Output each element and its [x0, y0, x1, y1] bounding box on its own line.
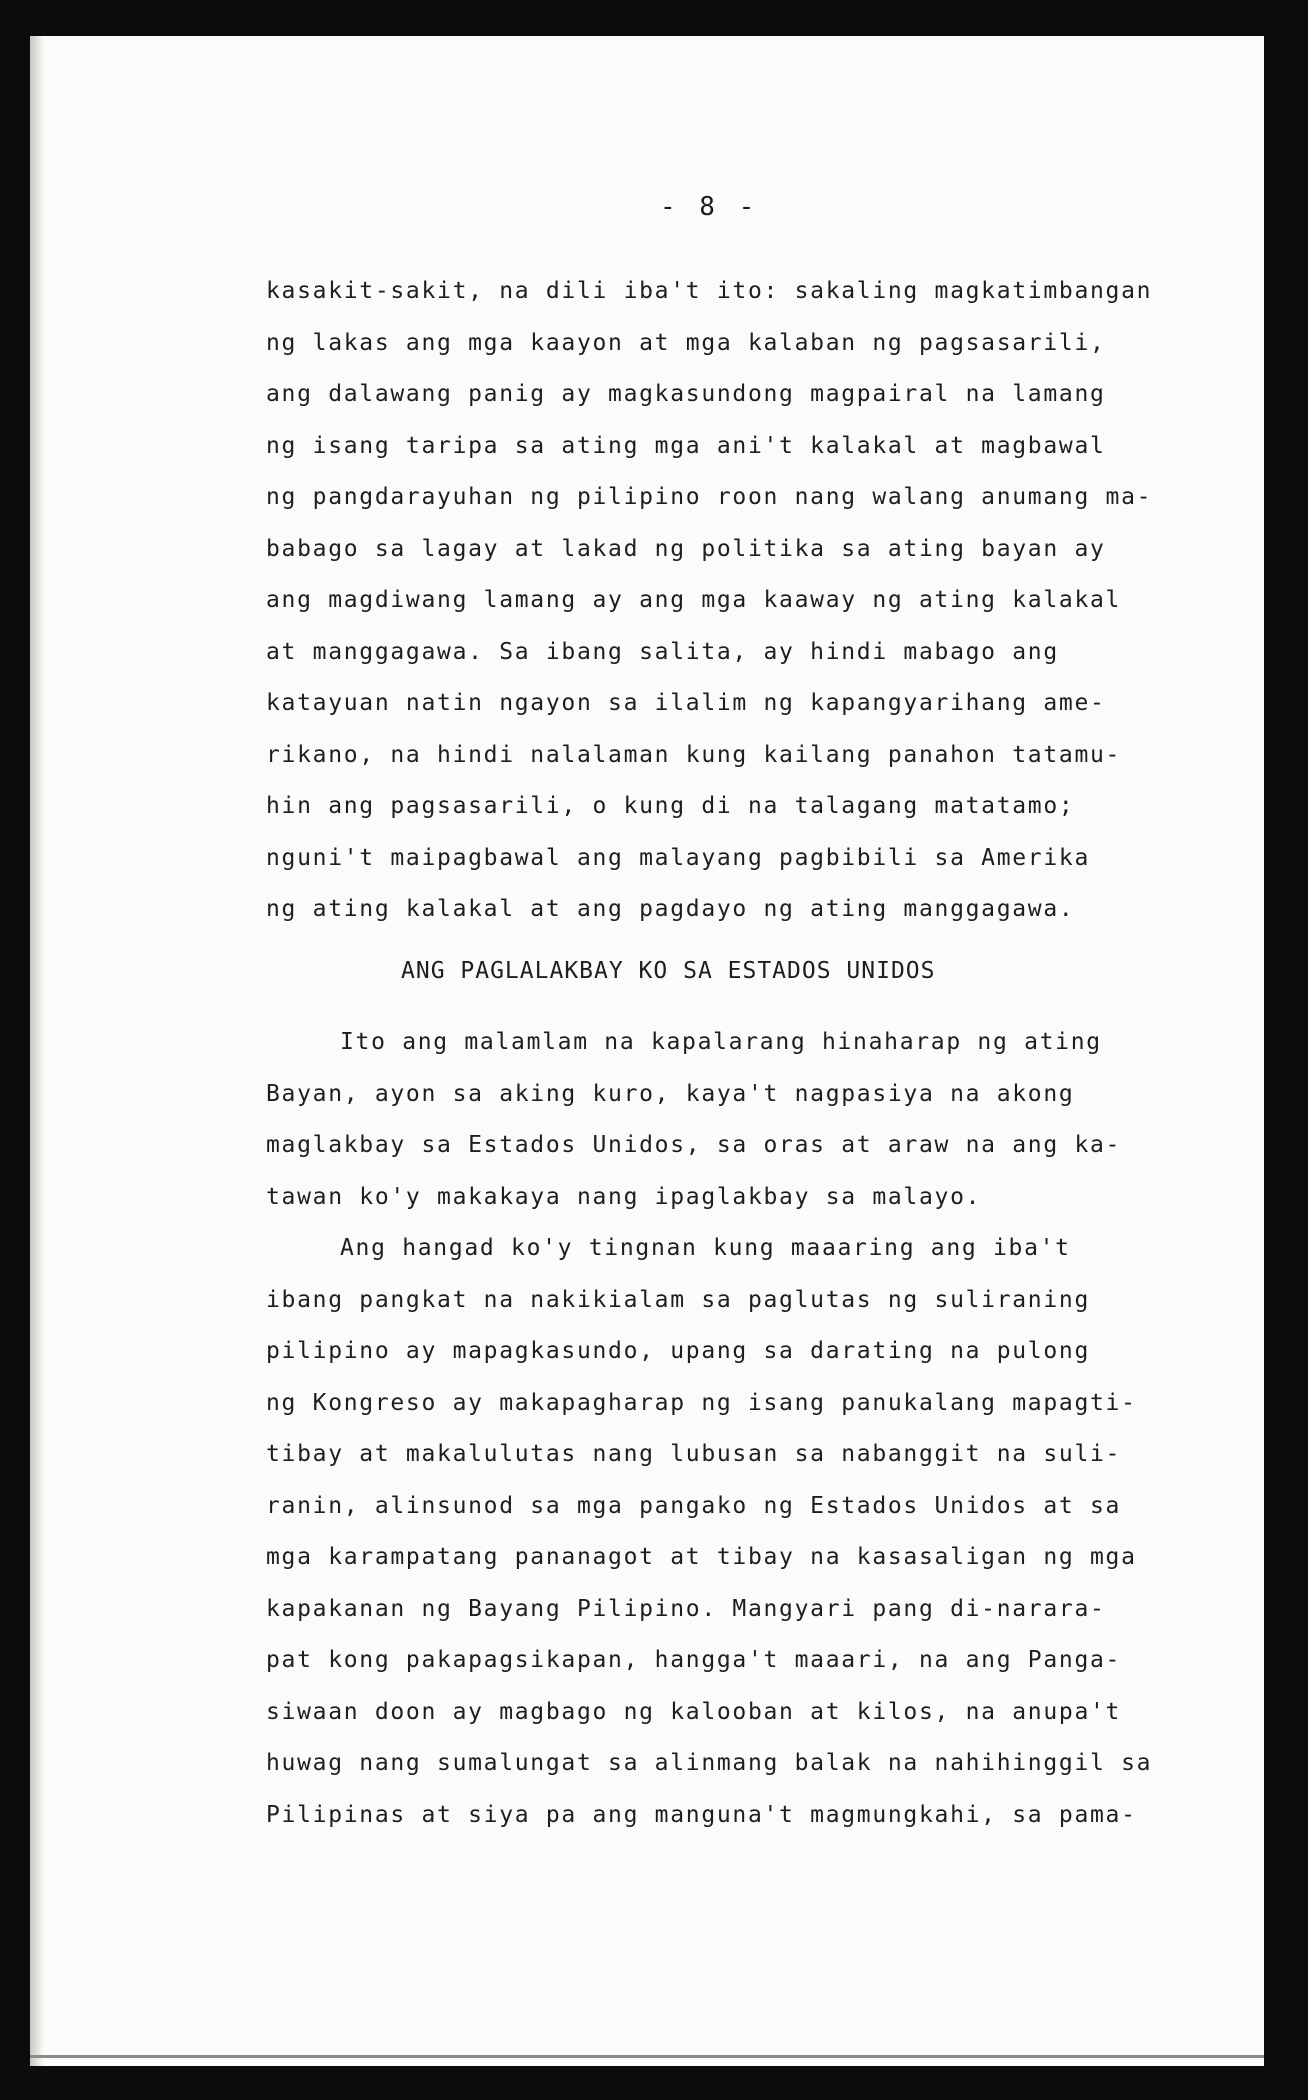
text-line: ang dalawang panig ay magkasundong magpairal na lamang — [266, 381, 1106, 407]
text-line: ng ating kalakal at ang pagdayo ng ating manggagawa. — [266, 896, 1075, 922]
scan-border-top — [0, 0, 1308, 36]
scan-border-left — [0, 0, 30, 2100]
page-number: - 8 - — [660, 192, 759, 222]
text-line: ng Kongreso ay makapagharap ng isang panukalang mapagti- — [266, 1389, 1137, 1416]
text-line: babago sa lagay at lakad ng politika sa ating bayan ay — [266, 535, 1106, 562]
text-line: Ito ang malamlam na kapalarang hinaharap ng ating — [340, 1029, 1102, 1055]
text-line: rikano, na hindi nalalaman kung kailang panahon tatamu- — [266, 741, 1122, 768]
text-line: ibang pangkat na nakikialam sa paglutas ng suliraning — [266, 1286, 1090, 1313]
paragraph-1 — [266, 266, 1166, 936]
text-line: ang magdiwang lamang ay ang mga kaaway ng ating kalakal — [266, 587, 1122, 613]
paragraph-2 — [266, 1017, 1166, 1223]
text-line: katayuan natin ngayon sa ilalim ng kapangyarihang ame- — [266, 690, 1106, 716]
text-line: hin ang pagsasarili, o kung di na talagang matatamo; — [266, 793, 1075, 819]
paper-shadow — [30, 36, 44, 2066]
text-line: ng isang taripa sa ating mga ani't kalakal at magbawal — [266, 432, 1106, 459]
document-body — [266, 266, 1166, 1841]
text-line: huwag nang sumalungat sa alinmang balak na nahihinggil sa — [266, 1750, 1153, 1776]
text-line: siwaan doon ay magbago ng kalooban at kilos, na anupa't — [266, 1698, 1122, 1725]
scan-border-right — [1264, 0, 1308, 2100]
paragraph-3 — [266, 1223, 1166, 1841]
text-line: maglakbay sa Estados Unidos, sa oras at araw na ang ka- — [266, 1132, 1122, 1158]
text-line: ng lakas ang mga kaayon at mga kalaban ng pagsasarili, — [266, 329, 1106, 356]
text-line: at manggagawa. Sa ibang salita, ay hindi mabago ang — [266, 638, 1059, 665]
text-line: ranin, alinsunod sa mga pangako ng Estados Unidos at sa — [266, 1492, 1122, 1519]
text-line: kapakanan ng Bayang Pilipino. Mangyari pang di-narara- — [266, 1595, 1106, 1622]
text-line: Bayan, ayon sa aking kuro, kaya't nagpasiya na akong — [266, 1080, 1075, 1107]
text-line: pilipino ay mapagkasundo, upang sa darating na pulong — [266, 1338, 1090, 1364]
paper-bottom-edge — [30, 2055, 1264, 2058]
text-line: ng pangdarayuhan ng pilipino roon nang walang anumang ma- — [266, 484, 1153, 510]
scan-border-bottom — [0, 2066, 1308, 2100]
text-line: tibay at makalulutas nang lubusan sa nabanggit na suli- — [266, 1441, 1122, 1467]
section-heading: ANG PAGLALAKBAY KO SA ESTADOS UNIDOS — [401, 957, 936, 984]
text-line: kasakit-sakit, na dili iba't ito: sakaling magkatimbangan — [266, 278, 1153, 304]
text-line: pat kong pakapagsikapan, hangga't maaari, na ang Panga- — [266, 1647, 1122, 1673]
text-line: Pilipinas at siya pa ang manguna't magmungkahi, sa pama- — [266, 1801, 1137, 1828]
text-line: nguni't maipagbawal ang malayang pagbibili sa Amerika — [266, 844, 1090, 871]
text-line: mga karampatang pananagot at tibay na kasasaligan ng mga — [266, 1544, 1137, 1570]
text-line: Ang hangad ko'y tingnan kung maaaring ang iba't — [340, 1235, 1071, 1261]
text-line: tawan ko'y makakaya nang ipaglakbay sa malayo. — [266, 1183, 982, 1210]
